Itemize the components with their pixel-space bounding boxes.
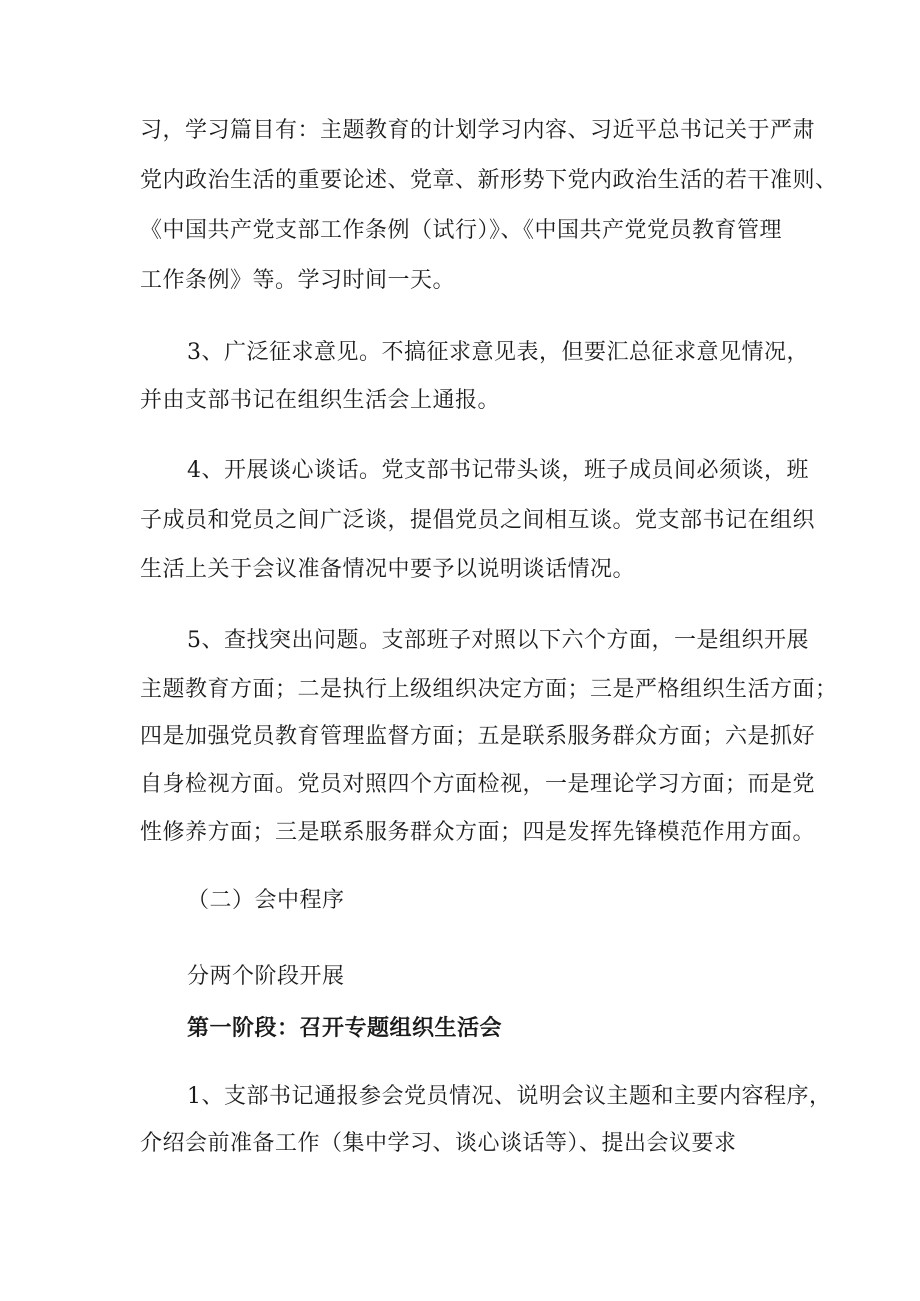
text-line: 工作条例》等。学习时间一天。 [140, 268, 456, 293]
text-line: 性修养方面；三是联系服务群众方面；四是发挥先锋模范作用方面。 [140, 820, 816, 845]
text-line: 主题教育方面；二是执行上级组织决定方面；三是严格组织生活方面； [140, 677, 838, 702]
stages-intro: 分两个阶段开展 [187, 964, 345, 989]
text-line: 4、开展谈心谈话。党支部书记带头谈，班子成员间必须谈，班 [187, 458, 809, 483]
section-heading: （二）会中程序 [187, 888, 345, 913]
text-line: 子成员和党员之间广泛谈，提倡党员之间相互谈。党支部书记在组织 [140, 508, 816, 533]
text-line: 3、广泛征求意见。不搞征求意见表，但要汇总征求意见情况， [187, 340, 809, 365]
text-line: 习，学习篇目有：主题教育的计划学习内容、习近平总书记关于严肃 [140, 118, 816, 143]
text-line: 党内政治生活的重要论述、党章、新形势下党内政治生活的若干准则、 [140, 168, 838, 193]
text-line: 并由支部书记在组织生活会上通报。 [140, 388, 501, 413]
stage-one-heading: 第一阶段：召开专题组织生活会 [187, 1015, 503, 1041]
text-line: 1、支部书记通报参会党员情况、说明会议主题和主要内容程序， [187, 1084, 832, 1109]
text-line: 四是加强党员教育管理监督方面；五是联系服务群众方面；六是抓好 [140, 724, 816, 749]
text-line: 自身检视方面。党员对照四个方面检视，一是理论学习方面；而是党 [140, 772, 816, 797]
text-line: 《中国共产党支部工作条例（试行）》、《中国共产党党员教育管理 [140, 218, 783, 243]
text-line: 介绍会前准备工作（集中学习、谈心谈话等）、提出会议要求 [140, 1131, 737, 1156]
text-line: 生活上关于会议准备情况中要予以说明谈话情况。 [140, 557, 636, 582]
text-line: 5、查找突出问题。支部班子对照以下六个方面，一是组织开展 [187, 628, 809, 653]
